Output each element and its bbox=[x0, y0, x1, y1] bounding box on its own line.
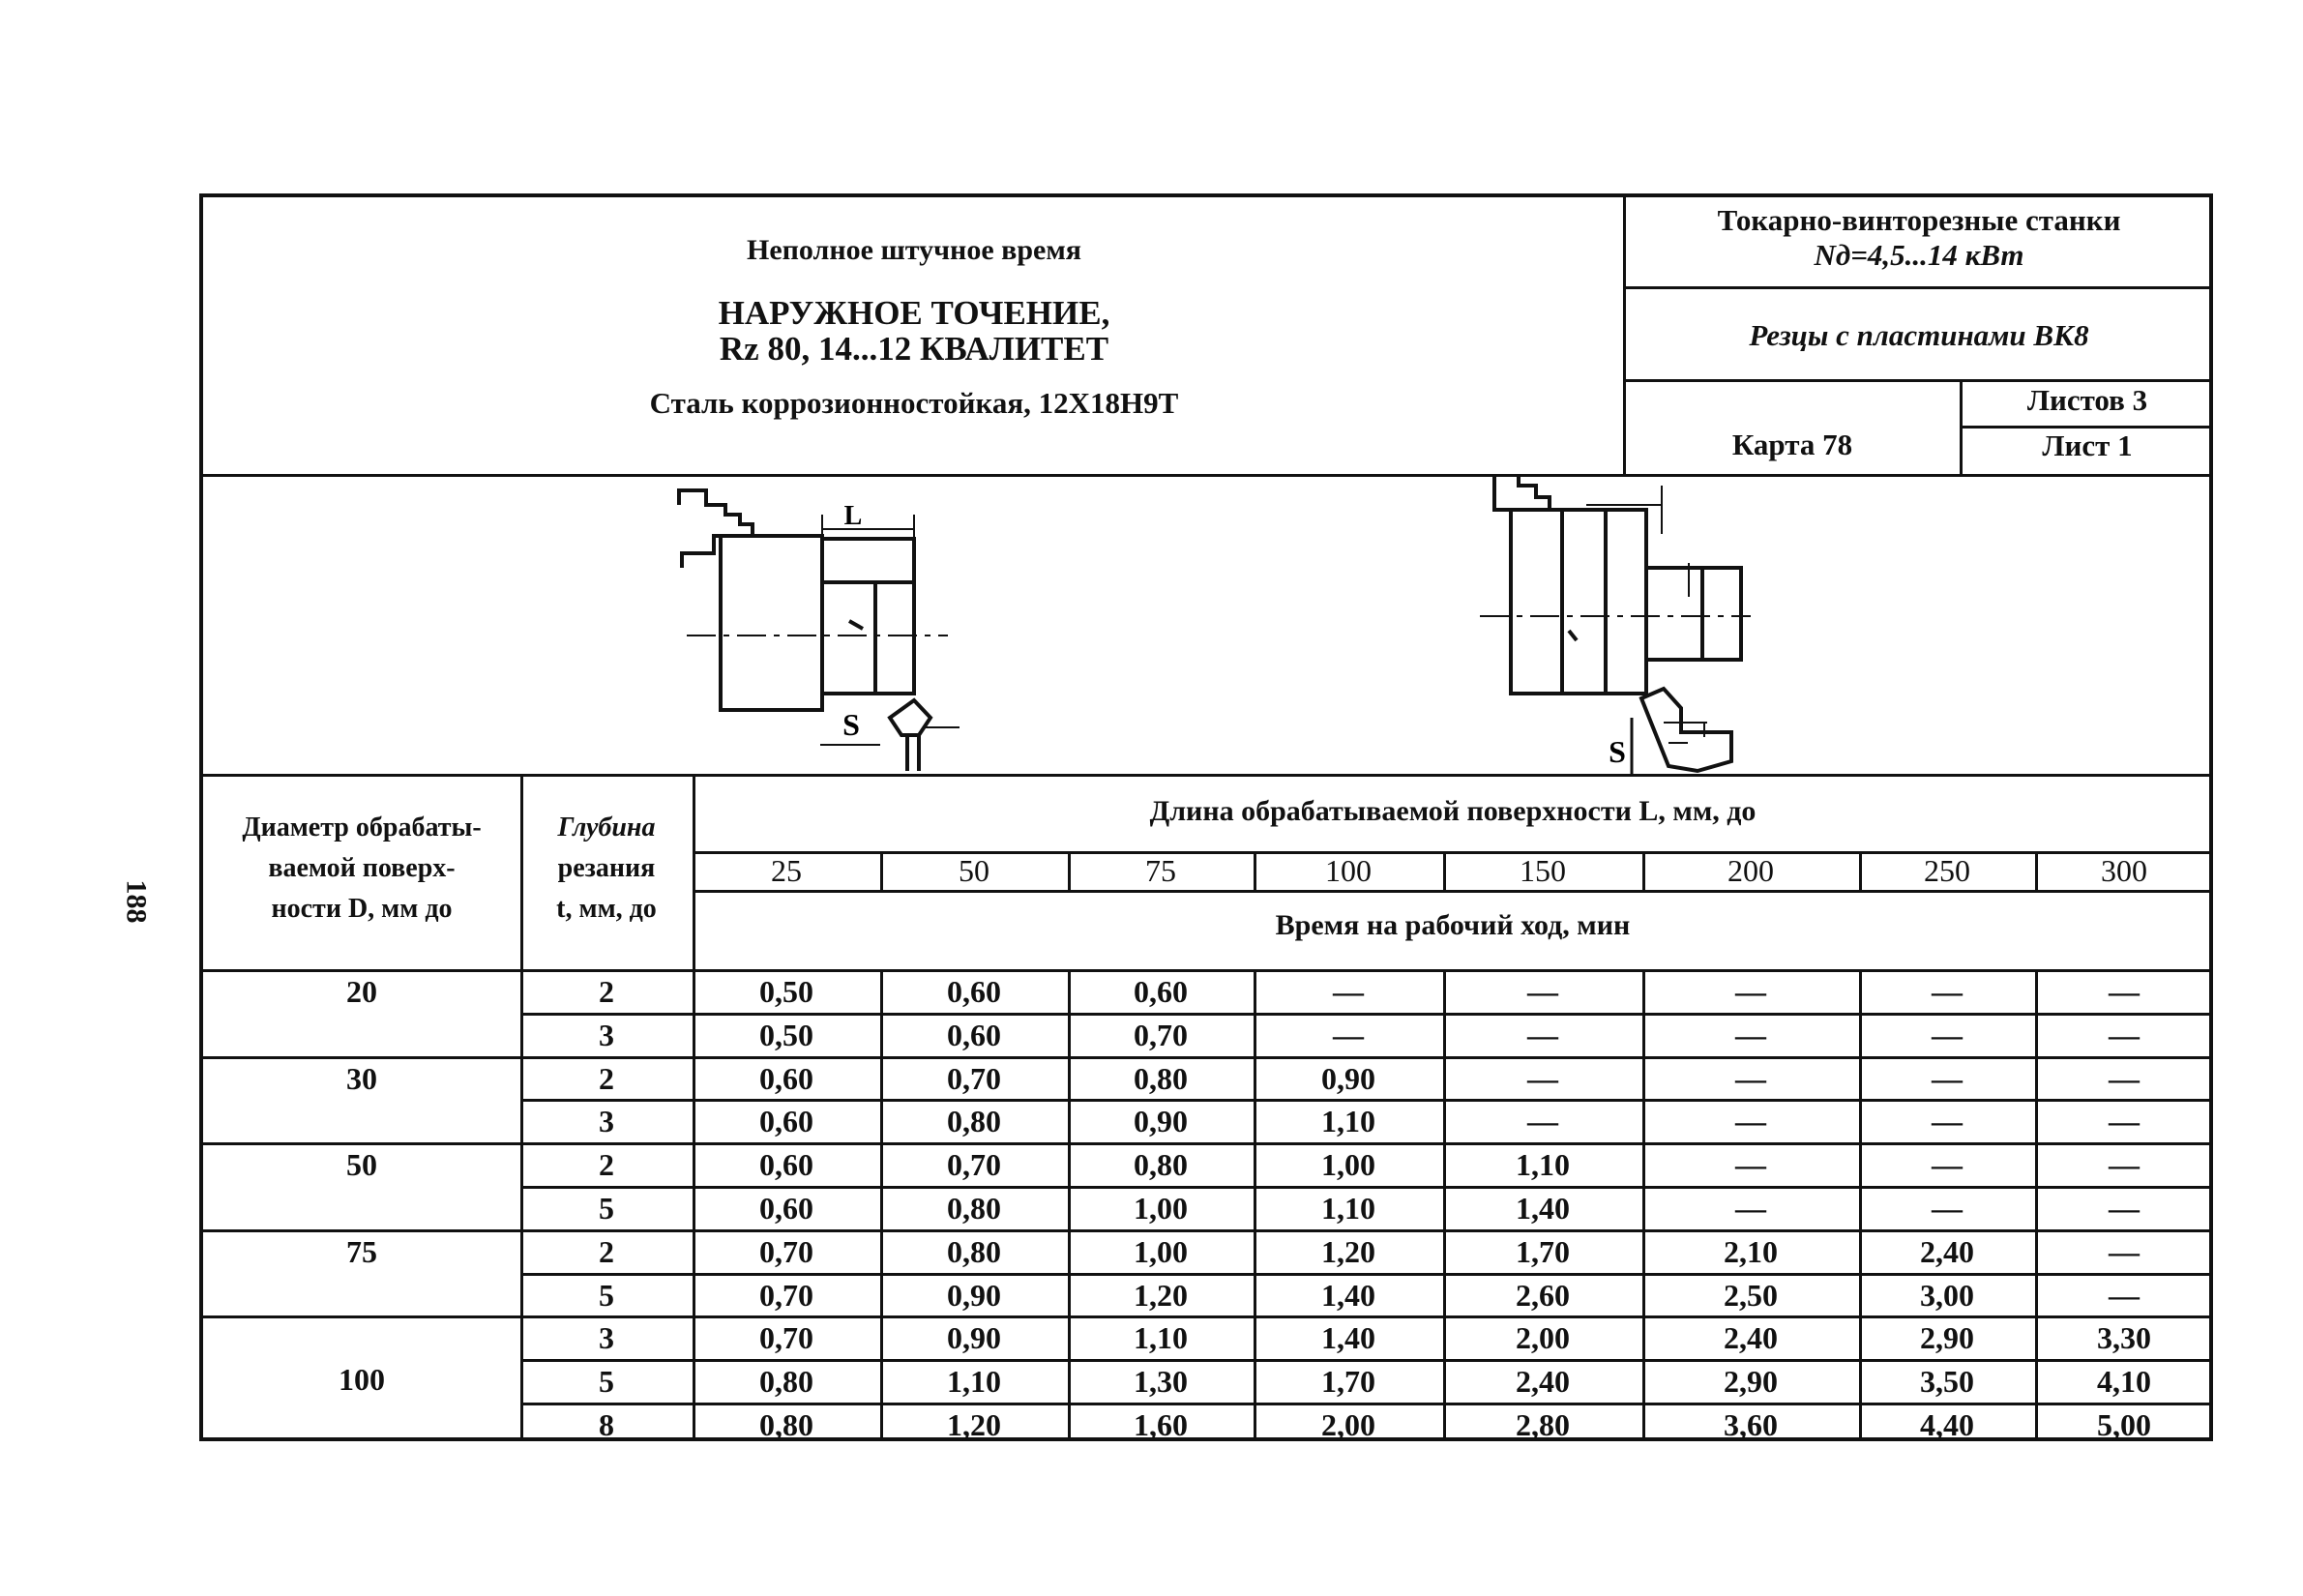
depth-cell: 3 bbox=[599, 1104, 614, 1139]
time-cell: 1,70 bbox=[1516, 1233, 1570, 1269]
time-cell: — bbox=[1527, 1017, 1558, 1052]
time-cell: 2,00 bbox=[1516, 1320, 1570, 1356]
time-cell: 0,90 bbox=[947, 1320, 1001, 1356]
time-cell: 3,00 bbox=[1920, 1277, 1974, 1313]
header-title-2: Rz 80, 14...12 КВАЛИТЕТ bbox=[719, 330, 1109, 368]
depth-cell: 2 bbox=[599, 974, 614, 1009]
time-cell: 1,00 bbox=[1134, 1191, 1188, 1226]
length-100: 100 bbox=[1325, 853, 1372, 888]
left-sketch-S: S bbox=[842, 707, 860, 742]
time-cell: 3,30 bbox=[2097, 1320, 2151, 1356]
time-cell: — bbox=[1333, 974, 1364, 1009]
depth-cell: 3 bbox=[599, 1320, 614, 1356]
time-cell: 2,40 bbox=[1516, 1364, 1570, 1400]
time-cell: 2,90 bbox=[1920, 1320, 1974, 1356]
header-subtitle: Неполное штучное время bbox=[746, 234, 1082, 266]
time-cell: 2,40 bbox=[1920, 1233, 1974, 1269]
time-cell: 0,50 bbox=[759, 974, 813, 1009]
time-cell: — bbox=[2109, 1017, 2140, 1052]
card-frame bbox=[199, 193, 2213, 1441]
diameter-header-line: ваемой поверх- bbox=[268, 853, 456, 883]
depth-cell: 2 bbox=[599, 1147, 614, 1183]
time-cell: 5,00 bbox=[2097, 1407, 2151, 1442]
time-cell: 1,10 bbox=[1321, 1104, 1375, 1139]
sheets-count: Листов 3 bbox=[2026, 383, 2148, 417]
time-cell: 2,50 bbox=[1724, 1277, 1778, 1313]
length-150: 150 bbox=[1520, 853, 1566, 888]
time-cell: 0,80 bbox=[947, 1233, 1001, 1269]
length-50: 50 bbox=[959, 853, 989, 888]
time-cell: 1,20 bbox=[1134, 1277, 1188, 1313]
tool-type: Резцы с пластинами ВК8 bbox=[1749, 318, 2089, 352]
time-cell: — bbox=[1735, 1104, 1766, 1139]
time-cell: — bbox=[1735, 1060, 1766, 1096]
time-cell: 2,80 bbox=[1516, 1407, 1570, 1442]
depth-cell: 5 bbox=[599, 1277, 614, 1313]
time-cell: 1,20 bbox=[947, 1407, 1001, 1442]
time-cell: — bbox=[2109, 974, 2140, 1009]
diameter-cell: 100 bbox=[339, 1361, 385, 1397]
diameter-header-line: Диаметр обрабаты- bbox=[242, 813, 482, 842]
time-cell: 4,10 bbox=[2097, 1364, 2151, 1400]
time-cell: 0,70 bbox=[759, 1233, 813, 1269]
depth-header-line: резания bbox=[557, 853, 656, 883]
time-cell: 3,50 bbox=[1920, 1364, 1974, 1400]
time-cell: — bbox=[2109, 1191, 2140, 1226]
length-300: 300 bbox=[2101, 853, 2147, 888]
depth-cell: 8 bbox=[599, 1407, 614, 1442]
left-sketch-L: L bbox=[843, 501, 863, 531]
time-cell: 0,70 bbox=[759, 1320, 813, 1356]
page-number: 188 bbox=[120, 879, 153, 924]
time-cell: — bbox=[2109, 1277, 2140, 1313]
time-cell: 1,00 bbox=[1321, 1147, 1375, 1183]
time-cell: 1,40 bbox=[1516, 1191, 1570, 1226]
time-cell: 1,40 bbox=[1321, 1320, 1375, 1356]
turning-sketches bbox=[203, 476, 2213, 776]
time-cell: — bbox=[1932, 1060, 1963, 1096]
time-cell: 1,00 bbox=[1134, 1233, 1188, 1269]
time-cell: — bbox=[1932, 1104, 1963, 1139]
time-cell: — bbox=[1932, 1191, 1963, 1226]
time-cell: 0,70 bbox=[947, 1147, 1001, 1183]
machine-power: Nд=4,5...14 кВт bbox=[1814, 238, 2024, 272]
length-250: 250 bbox=[1924, 853, 1970, 888]
time-table bbox=[203, 776, 2213, 1441]
time-cell: 2,60 bbox=[1516, 1277, 1570, 1313]
time-cell: 0,80 bbox=[1134, 1060, 1188, 1096]
time-cell: — bbox=[2109, 1233, 2140, 1269]
time-cell: 0,80 bbox=[947, 1191, 1001, 1226]
time-cell: 1,40 bbox=[1321, 1277, 1375, 1313]
time-cell: — bbox=[1932, 1017, 1963, 1052]
depth-cell: 5 bbox=[599, 1364, 614, 1400]
time-cell: — bbox=[1527, 1104, 1558, 1139]
time-cell: 2,90 bbox=[1724, 1364, 1778, 1400]
time-cell: 1,30 bbox=[1134, 1364, 1188, 1400]
diameter-header-line: ности D, мм до bbox=[271, 894, 453, 924]
depth-header-line: Глубина bbox=[557, 813, 656, 842]
header-title-1: НАРУЖНОЕ ТОЧЕНИЕ, bbox=[718, 294, 1110, 332]
time-cell: 0,60 bbox=[759, 1147, 813, 1183]
time-cell: 0,90 bbox=[1321, 1060, 1375, 1096]
time-cell: 0,90 bbox=[947, 1277, 1001, 1313]
sheet-number: Лист 1 bbox=[2042, 429, 2133, 462]
length-75: 75 bbox=[1145, 853, 1176, 888]
depth-cell: 3 bbox=[599, 1017, 614, 1052]
time-cell: 0,60 bbox=[759, 1060, 813, 1096]
time-cell: — bbox=[1527, 974, 1558, 1009]
time-cell: 1,20 bbox=[1321, 1233, 1375, 1269]
time-cell: 0,70 bbox=[947, 1060, 1001, 1096]
header-material: Сталь коррозионностойкая, 12Х18Н9Т bbox=[649, 386, 1179, 420]
time-cell: 0,50 bbox=[759, 1017, 813, 1052]
time-cell: — bbox=[2109, 1104, 2140, 1139]
right-sketch bbox=[1480, 476, 1751, 776]
time-cell: 1,10 bbox=[1321, 1191, 1375, 1226]
time-cell: 1,10 bbox=[947, 1364, 1001, 1400]
diameter-cell: 50 bbox=[346, 1147, 377, 1183]
time-cell: 0,70 bbox=[759, 1277, 813, 1313]
length-200: 200 bbox=[1727, 853, 1774, 888]
time-cell: 0,70 bbox=[1134, 1017, 1188, 1052]
time-cell: 0,60 bbox=[1134, 974, 1188, 1009]
time-cell: 0,80 bbox=[759, 1364, 813, 1400]
time-cell: — bbox=[1735, 1147, 1766, 1183]
diameter-cell: 75 bbox=[346, 1233, 377, 1269]
time-cell: 0,80 bbox=[759, 1407, 813, 1442]
time-cell: — bbox=[2109, 1147, 2140, 1183]
time-cell: 0,60 bbox=[947, 974, 1001, 1009]
length-25: 25 bbox=[771, 853, 802, 888]
card-number: Карта 78 bbox=[1731, 428, 1853, 461]
diameter-cell: 20 bbox=[346, 974, 377, 1009]
depth-cell: 2 bbox=[599, 1233, 614, 1269]
time-cell: 2,00 bbox=[1321, 1407, 1375, 1442]
time-cell: 2,40 bbox=[1724, 1320, 1778, 1356]
left-sketch bbox=[679, 490, 960, 771]
time-cell: 1,70 bbox=[1321, 1364, 1375, 1400]
time-header: Время на рабочий ход, мин bbox=[1275, 909, 1631, 941]
time-cell: 1,10 bbox=[1516, 1147, 1570, 1183]
time-cell: 0,80 bbox=[947, 1104, 1001, 1139]
machine-type: Токарно-винторезные станки bbox=[1717, 203, 2121, 237]
time-cell: — bbox=[1735, 1191, 1766, 1226]
time-cell: 2,10 bbox=[1724, 1233, 1778, 1269]
time-cell: 0,90 bbox=[1134, 1104, 1188, 1139]
time-cell: 0,60 bbox=[759, 1104, 813, 1139]
time-cell: 0,60 bbox=[947, 1017, 1001, 1052]
diameter-cell: 30 bbox=[346, 1060, 377, 1096]
time-cell: 3,60 bbox=[1724, 1407, 1778, 1442]
length-header: Длина обрабатываемой поверхности L, мм, до bbox=[1149, 795, 1757, 827]
time-cell: — bbox=[1932, 1147, 1963, 1183]
time-cell: 4,40 bbox=[1920, 1407, 1974, 1442]
time-cell: — bbox=[1527, 1060, 1558, 1096]
depth-header-line: t, мм, до bbox=[556, 894, 657, 924]
depth-cell: 2 bbox=[599, 1060, 614, 1096]
time-cell: — bbox=[1333, 1017, 1364, 1052]
depth-cell: 5 bbox=[599, 1191, 614, 1226]
time-cell: 1,60 bbox=[1134, 1407, 1188, 1442]
time-cell: 0,80 bbox=[1134, 1147, 1188, 1183]
time-cell: 0,60 bbox=[759, 1191, 813, 1226]
time-cell: 1,10 bbox=[1134, 1320, 1188, 1356]
time-cell: — bbox=[2109, 1060, 2140, 1096]
right-sketch-S: S bbox=[1609, 734, 1626, 769]
time-cell: — bbox=[1735, 974, 1766, 1009]
time-cell: — bbox=[1932, 974, 1963, 1009]
time-cell: — bbox=[1735, 1017, 1766, 1052]
